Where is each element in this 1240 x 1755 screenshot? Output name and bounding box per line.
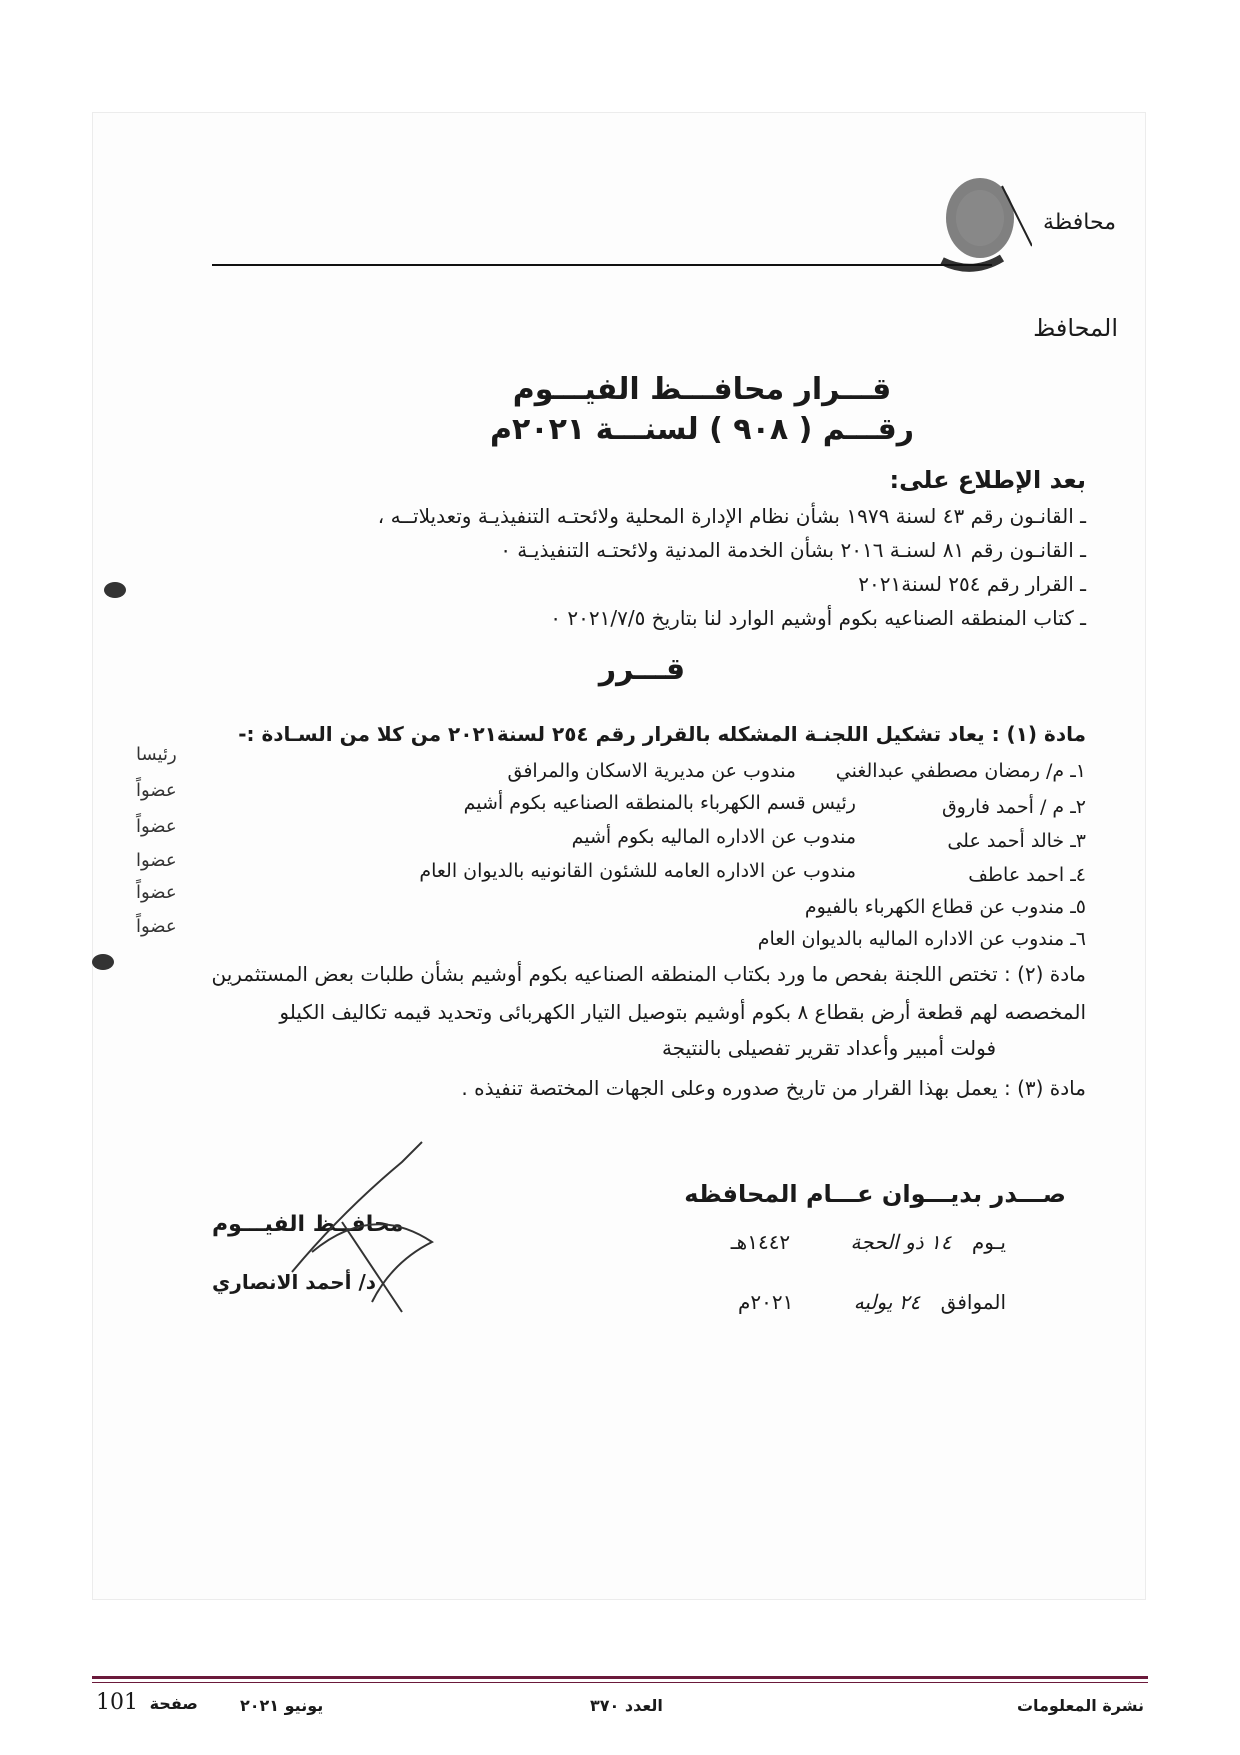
article-2-line: المخصصه لهم قطعة أرض بقطاع ٨ بكوم أوشيم بتوصيل التيار الكهربائى وتحديد قيمه تكاليف الكيلو (279, 1000, 1086, 1024)
handwritten-date: ٢٤ يوليه (853, 1290, 921, 1314)
governorate-seal-icon (932, 166, 1032, 276)
member-role: مندوب عن الاداره الماليه بكوم أشيم (571, 826, 856, 848)
member-name: ٦ـ مندوب عن الاداره الماليه بالديوان العام (757, 928, 1086, 950)
footer-rule (92, 1682, 1148, 1683)
date-label: الموافق (940, 1290, 1006, 1314)
governorate-label: محافظة (1042, 210, 1116, 235)
preamble-ref: ـ القانـون رقم ٤٣ لسنة ١٩٧٩ بشأن نظام الإدارة المحلية ولائحتـه التنفيذيـة وتعديلاتــه ، (377, 504, 1086, 528)
footer-issue: العدد ٣٧٠ (590, 1696, 663, 1715)
member-role: مندوب عن الاداره العامه للشئون القانونيه بالديوان العام (419, 860, 856, 882)
member-title: عضوا (136, 850, 177, 871)
member-title: عضواً (136, 882, 177, 903)
preamble-ref: ـ كتاب المنطقه الصناعيه بكوم أوشيم الوارد لنا بتاريخ ٢٠٢١/٧/٥ ٠ (550, 606, 1086, 630)
member-name: ٣ـ خالد أحمد على (947, 830, 1086, 852)
handwritten-signature-icon (282, 1122, 482, 1322)
member-name: ٢ـ م / أحمد فاروق (941, 796, 1086, 818)
decree-title: قـــرار محافـــظ الفيـــوم (512, 372, 892, 407)
signature-title: محافــظ الفيـــوم (212, 1212, 404, 1237)
issuance-heading: صـــدر بديـــوان عـــام المحافظه (684, 1180, 1066, 1208)
member-title: عضواً (136, 916, 177, 937)
preamble-heading: بعد الإطلاع على: (889, 466, 1086, 494)
day-label: يـوم (971, 1230, 1006, 1254)
hijri-date-line (731, 1230, 1006, 1254)
member-name: ٤ـ احمد عاطف (968, 864, 1086, 886)
member-title: رئيسا (136, 744, 177, 765)
member-role: رئيس قسم الكهرباء بالمنطقه الصناعيه بكوم أشيم (463, 792, 856, 814)
member-name: ٥ـ مندوب عن قطاع الكهرباء بالفيوم (804, 896, 1086, 918)
member-title: عضواً (136, 780, 177, 801)
hijri-year: ١٤٤٢هـ (730, 1230, 791, 1254)
footer-month: يونيو ٢٠٢١ (240, 1696, 324, 1715)
footer-publication: نشرة المعلومات (1016, 1696, 1144, 1715)
article-1: مادة (١) : يعاد تشكيل اللجنـة المشكله بالقرار رقم ٢٥٤ لسنة٢٠٢١ من كلا من السـادة :- (238, 722, 1086, 746)
handwritten-day: ١٤ ذو الحجة (850, 1230, 952, 1254)
member-name: ١ـ م/ رمضان مصطفي عبدالغني (835, 760, 1086, 782)
footer-page (96, 1690, 198, 1715)
gregorian-date-line (738, 1290, 1006, 1314)
ink-blot (92, 954, 114, 970)
page-number: 101 (96, 1690, 138, 1715)
article-3: مادة (٣) : يعمل بهذا القرار من تاريخ صدوره وعلى الجهات المختصة تنفيذه . (461, 1076, 1086, 1100)
decree-number: رقـــم ( ٩٠٨ ) لسنـــة ٢٠٢١م (489, 412, 915, 447)
member-title: عضواً (136, 816, 177, 837)
preamble-ref: ـ القانـون رقم ٨١ لسنـة ٢٠١٦ بشأن الخدمة المدنية ولائحتـه التنفيذيـة ٠ (500, 538, 1086, 562)
governor-office-label: المحافظ (1033, 314, 1118, 342)
footer-rule (92, 1676, 1148, 1679)
page-label: صفحة (149, 1694, 198, 1713)
article-2-line: فولت أمبير وأعداد تقرير تفصيلى بالنتيجة (661, 1036, 996, 1060)
scanned-document (92, 112, 1146, 1600)
gregorian-year: ٢٠٢١م (737, 1290, 794, 1314)
article-2-line: مادة (٢) : تختص اللجنة بفحص ما ورد بكتاب المنطقه الصناعيه بكوم أوشيم بشأن طلبات بعض المستثمرين (211, 962, 1086, 986)
decision-heading: قـــرر (598, 652, 686, 687)
signature-name: د/ أحمد الانصاري (212, 1270, 377, 1294)
preamble-ref: ـ القرار رقم ٢٥٤ لسنة٢٠٢١ (858, 572, 1086, 596)
ink-blot (104, 582, 126, 598)
member-role: مندوب عن مديرية الاسكان والمرافق (507, 760, 796, 782)
header-divider (212, 264, 992, 266)
